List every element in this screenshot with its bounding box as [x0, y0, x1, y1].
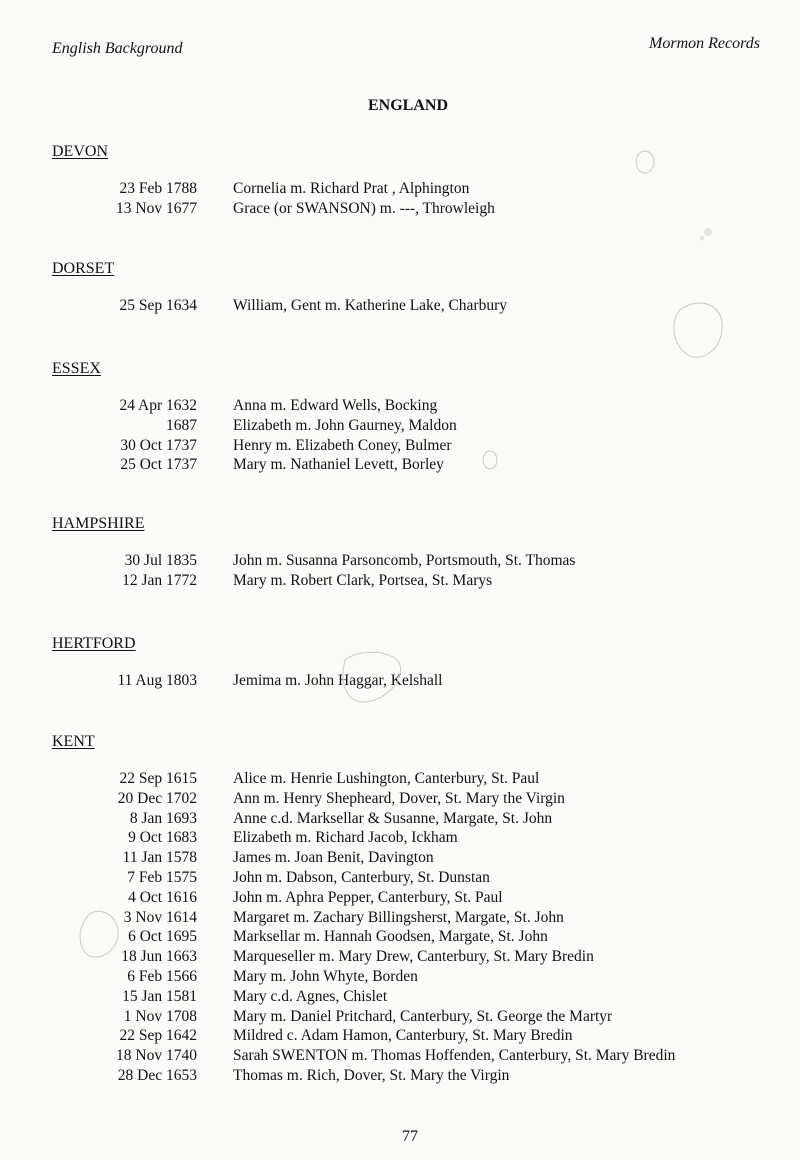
record-entry: [0, 967, 800, 987]
record-entry: [0, 199, 800, 219]
record-text: Mary c.d. Agnes, Chislet: [233, 987, 388, 1005]
record-text: Elizabeth m. Richard Jacob, Ickham: [233, 829, 458, 847]
record-date: 23 Feb 1788: [119, 180, 197, 197]
record-date: 18 Jun 1663: [121, 948, 197, 966]
record-date: 12 Jan 1772: [122, 571, 197, 589]
running-header-right: Mormon Records: [649, 35, 760, 52]
record-entry: [0, 571, 800, 591]
record-entry: [0, 671, 800, 691]
record-entry: [0, 888, 800, 908]
record-entry: [0, 455, 800, 475]
record-list: [0, 769, 800, 1086]
record-entry: [0, 296, 800, 316]
record-text: Mary m. John Whyte, Borden: [233, 967, 418, 985]
record-date: 3 Nov 1614: [123, 908, 197, 926]
record-date: 8 Jan 1693: [129, 809, 197, 827]
county-heading: DEVON: [52, 143, 108, 160]
record-date: 6 Feb 1566: [127, 967, 197, 985]
record-text: Thomas m. Rich, Dover, St. Mary the Virgin: [233, 1066, 510, 1084]
record-text: Jemima m. John Haggar, Kelshall: [233, 672, 443, 689]
record-date: 25 Oct 1737: [120, 456, 197, 474]
county-heading: KENT: [52, 733, 95, 750]
record-date: 1687: [166, 416, 197, 434]
page-number: 77: [402, 1128, 418, 1145]
record-entry: [0, 416, 800, 436]
record-date: 30 Oct 1737: [120, 436, 197, 454]
record-entry: [0, 179, 800, 199]
record-text: Cornelia m. Richard Prat , Alphington: [233, 180, 470, 197]
record-text: James m. Joan Benit, Davington: [233, 849, 434, 867]
record-text: Grace (or SWANSON) m. ---, Throwleigh: [233, 199, 495, 217]
record-text: Anne c.d. Marksellar & Susanne, Margate, St. John: [233, 809, 553, 827]
record-date: 1 Nov 1708: [123, 1007, 197, 1025]
record-entry: [0, 848, 800, 868]
record-text: Mary m. Robert Clark, Portsea, St. Marys: [233, 571, 493, 589]
county-heading: HERTFORD: [52, 635, 136, 652]
county-heading: HAMPSHIRE: [52, 515, 145, 532]
record-text: John m. Aphra Pepper, Canterbury, St. Paul: [233, 888, 503, 906]
record-date: 4 Oct 1616: [128, 888, 197, 906]
record-entry: [0, 868, 800, 888]
record-list: [0, 179, 800, 219]
record-text: Ann m. Henry Shepheard, Dover, St. Mary the Virgin: [233, 789, 565, 807]
county-heading: ESSEX: [52, 360, 101, 377]
record-entry: [0, 987, 800, 1007]
record-entry: [0, 828, 800, 848]
record-text: Sarah SWENTON m. Thomas Hoffenden, Canterbury, St. Mary Bredin: [233, 1047, 676, 1065]
record-entry: [0, 1007, 800, 1027]
record-text: Henry m. Elizabeth Coney, Bulmer: [233, 436, 452, 454]
record-entry: [0, 396, 800, 416]
record-list: [0, 551, 800, 591]
record-text: Anna m. Edward Wells, Bocking: [233, 397, 438, 414]
record-text: Alice m. Henrie Lushington, Canterbury, St. Paul: [233, 770, 540, 787]
record-date: 24 Apr 1632: [119, 397, 197, 414]
running-header-left: English Background: [52, 40, 183, 57]
record-text: Margaret m. Zachary Billingsherst, Margate, St. John: [233, 908, 564, 926]
record-date: 20 Dec 1702: [117, 789, 197, 807]
record-date: 9 Oct 1683: [128, 829, 197, 847]
record-date: 18 Nov 1740: [116, 1047, 197, 1065]
record-entry: [0, 1046, 800, 1066]
record-date: 22 Sep 1615: [119, 770, 197, 787]
record-entry: [0, 1066, 800, 1086]
record-entry: [0, 947, 800, 967]
record-entry: [0, 927, 800, 947]
record-text: Mildred c. Adam Hamon, Canterbury, St. Mary Bredin: [233, 1027, 573, 1045]
record-entry: [0, 809, 800, 829]
page-title: ENGLAND: [367, 97, 448, 114]
record-entry: [0, 908, 800, 928]
record-text: Marqueseller m. Mary Drew, Canterbury, St. Mary Bredin: [233, 948, 594, 966]
record-date: 15 Jan 1581: [122, 987, 197, 1005]
record-entry: [0, 551, 800, 571]
record-entry: [0, 789, 800, 809]
record-date: 11 Aug 1803: [117, 672, 197, 689]
record-date: 25 Sep 1634: [119, 297, 197, 314]
record-list: [0, 396, 800, 475]
record-date: 22 Sep 1642: [119, 1027, 197, 1045]
record-date: 11 Jan 1578: [122, 849, 197, 867]
record-entry: [0, 1026, 800, 1046]
record-text: Mary m. Daniel Pritchard, Canterbury, St. George the Martyr: [233, 1007, 613, 1025]
record-date: 30 Jul 1835: [124, 552, 197, 569]
record-date: 28 Dec 1653: [117, 1066, 197, 1084]
record-text: Mary m. Nathaniel Levett, Borley: [233, 456, 444, 474]
record-date: 7 Feb 1575: [127, 868, 197, 886]
record-date: 6 Oct 1695: [128, 928, 197, 946]
record-date: 13 Nov 1677: [116, 199, 197, 217]
record-list: [0, 296, 800, 316]
record-entry: [0, 769, 800, 789]
record-text: Elizabeth m. John Gaurney, Maldon: [233, 416, 457, 434]
record-text: Marksellar m. Hannah Goodsen, Margate, St. John: [233, 928, 548, 946]
county-heading: DORSET: [52, 260, 115, 277]
record-text: William, Gent m. Katherine Lake, Charbury: [233, 297, 507, 314]
record-entry: [0, 436, 800, 456]
record-text: John m. Dabson, Canterbury, St. Dunstan: [233, 868, 490, 886]
record-list: [0, 671, 800, 691]
record-text: John m. Susanna Parsoncomb, Portsmouth, St. Thomas: [233, 552, 576, 569]
